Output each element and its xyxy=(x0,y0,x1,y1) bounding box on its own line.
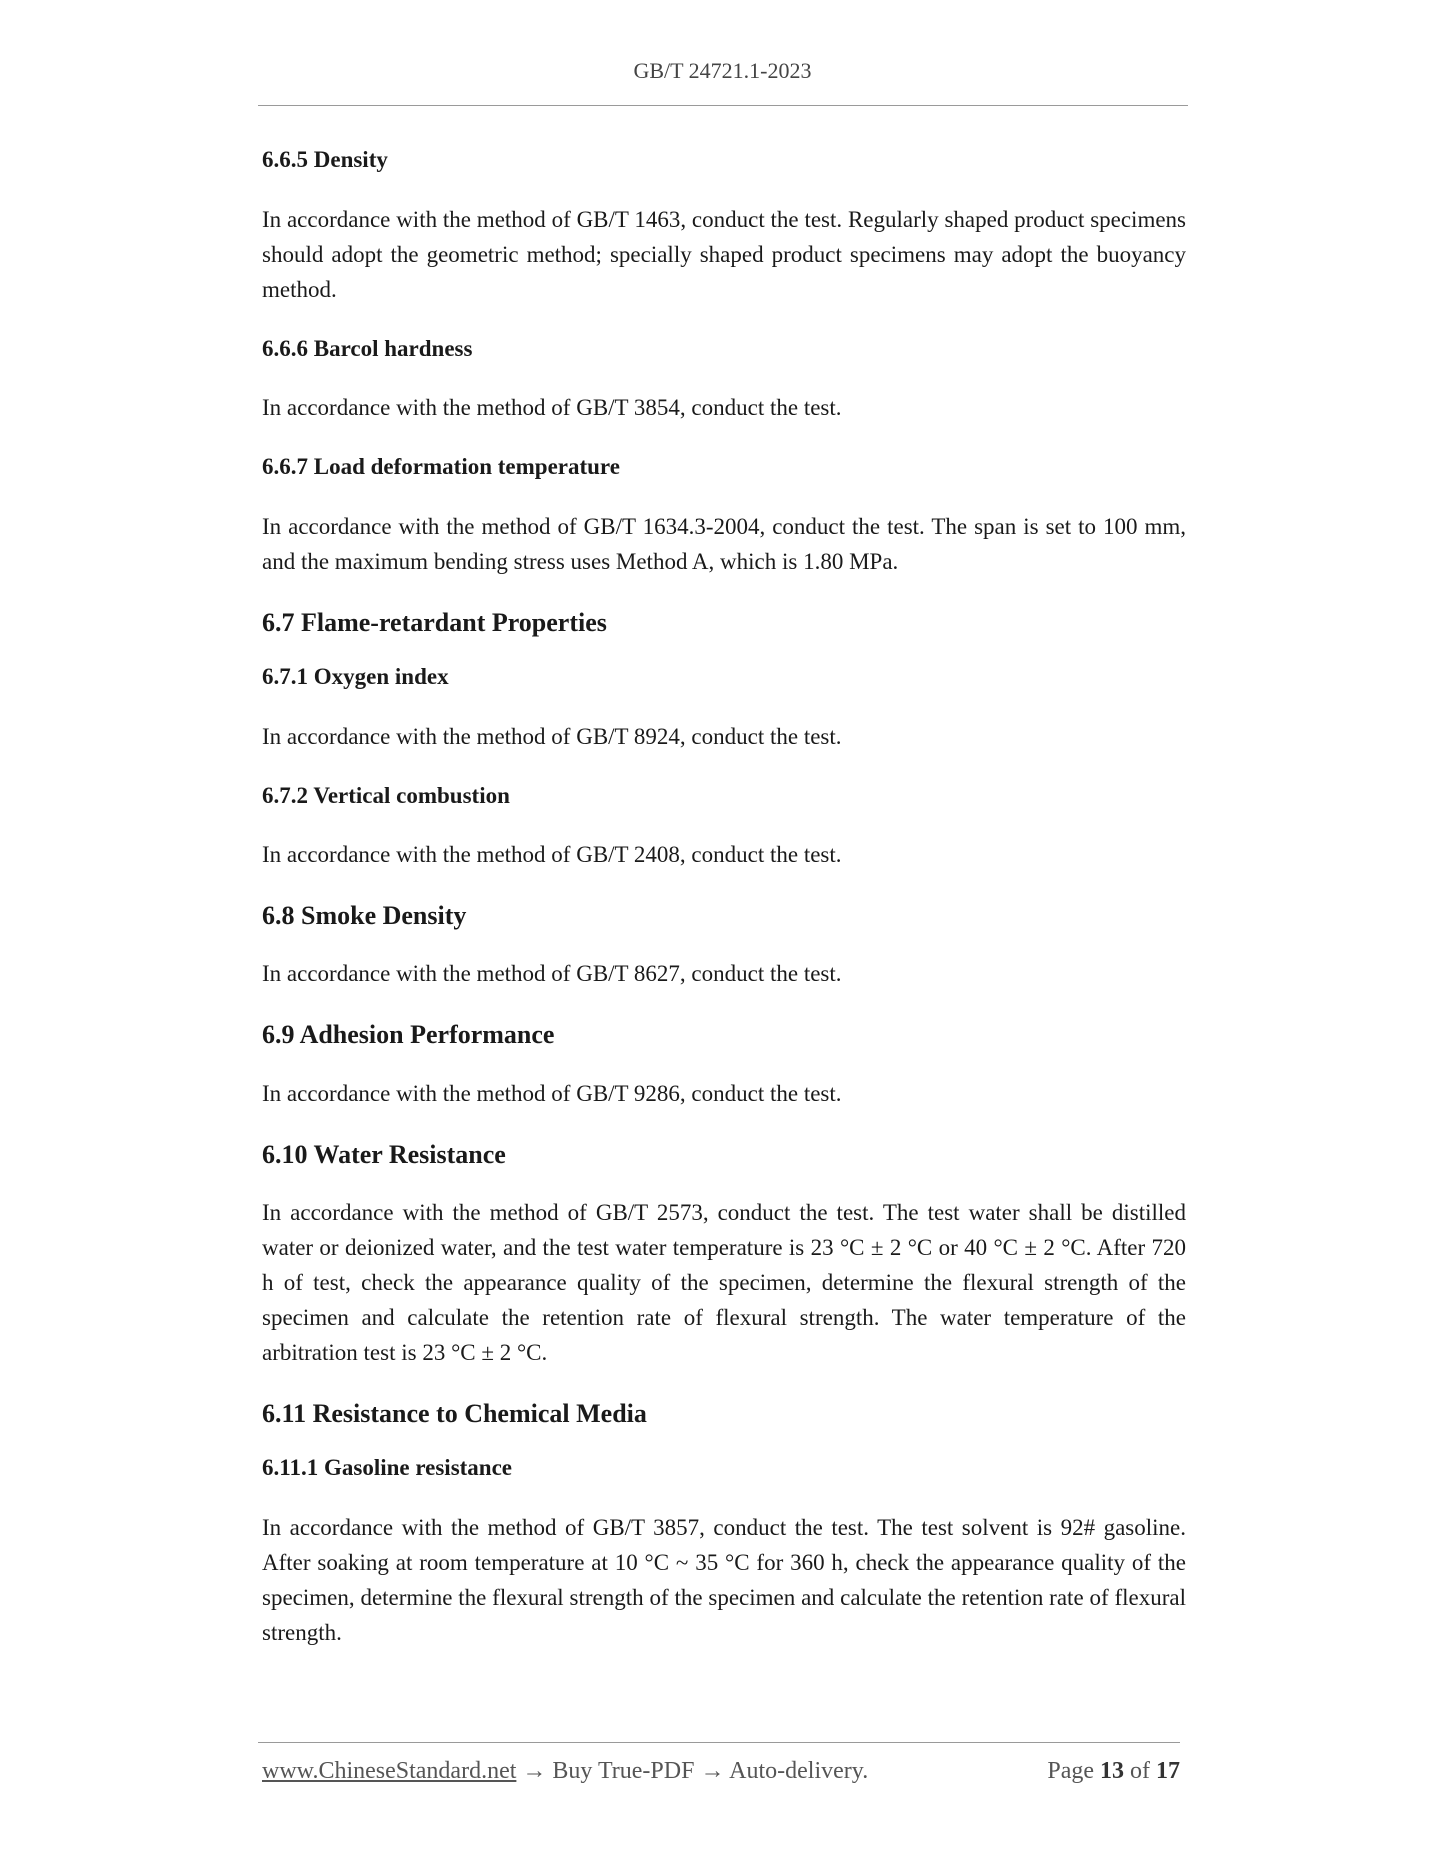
section-heading: 6.6.7 Load deformation temperature xyxy=(262,454,620,480)
footer-promo xyxy=(262,1758,868,1785)
paragraph: In accordance with the method of GB/T 8627, conduct the test. xyxy=(262,961,842,987)
section-heading: 6.8 Smoke Density xyxy=(262,901,467,931)
section-heading: 6.9 Adhesion Performance xyxy=(262,1020,555,1050)
section-heading: 6.11 Resistance to Chemical Media xyxy=(262,1398,647,1428)
delivery-text: Auto-delivery. xyxy=(729,1758,869,1784)
page-footer xyxy=(262,1758,1180,1790)
footer-divider xyxy=(258,1742,1180,1743)
page-indicator xyxy=(1047,1758,1180,1785)
paragraph: In accordance with the method of GB/T 1634.3-2004, conduct the test. The span is set to 100 mm, and the maximum bending stress uses Method A, which is 1.80 MPa. xyxy=(262,513,1186,574)
header-divider xyxy=(258,105,1188,106)
of-label: of xyxy=(1130,1758,1150,1784)
document-header: GB/T 24721.1-2023 xyxy=(633,58,812,83)
section-heading: 6.6.5 Density xyxy=(262,147,388,172)
paragraph: In accordance with the method of GB/T 9286, conduct the test. xyxy=(262,1080,842,1106)
buy-pdf-text: Buy True-PDF xyxy=(552,1758,695,1784)
website-link[interactable]: www.ChineseStandard.net xyxy=(262,1758,517,1784)
paragraph: In accordance with the method of GB/T 8924, conduct the test. xyxy=(262,723,842,749)
paragraph: In accordance with the method of GB/T 1463, conduct the test. Regularly shaped product specimens should adopt the geometric method; specially shaped product specimens may adopt the buoyancy method. xyxy=(262,206,1186,302)
document-body xyxy=(262,146,1186,1678)
section-heading: 6.6.6 Barcol hardness xyxy=(262,335,473,361)
section-heading: 6.11.1 Gasoline resistance xyxy=(262,1454,513,1480)
paragraph: In accordance with the method of GB/T 2573, conduct the test. The test water shall be distilled water or deionized water, and the test water temperature is 23 °C ± 2 °C or 40 °C ± 2 °C. After 720 h of test, check the appearance quality of the specimen, determine the flexural strength of the specimen and calculate the retention rate of flexural strength. The water temperature of the arbitration test is 23 °C ± 2 °C. xyxy=(262,1199,1186,1365)
section-heading: 6.7.2 Vertical combustion xyxy=(262,782,510,808)
section-heading: 6.10 Water Resistance xyxy=(262,1139,506,1169)
paragraph: In accordance with the method of GB/T 2408, conduct the test. xyxy=(262,842,842,868)
paragraph: In accordance with the method of GB/T 3854, conduct the test. xyxy=(262,395,842,421)
section-heading: 6.7.1 Oxygen index xyxy=(262,663,449,689)
current-page: 13 xyxy=(1100,1758,1124,1784)
arrow-right-icon: → xyxy=(522,1758,547,1784)
section-heading: 6.7 Flame-retardant Properties xyxy=(262,607,607,637)
arrow-right-icon: → xyxy=(700,1758,725,1784)
page-label: Page xyxy=(1047,1758,1094,1784)
total-pages: 17 xyxy=(1156,1758,1180,1784)
paragraph: In accordance with the method of GB/T 3857, conduct the test. The test solvent is 92# gasoline. After soaking at room temperature at 10 °C ~ 35 °C for 360 h, check the appearance quality of the specimen, determine the flexural strength of the specimen and calculate the retention rate of flexural strength. xyxy=(262,1514,1186,1645)
